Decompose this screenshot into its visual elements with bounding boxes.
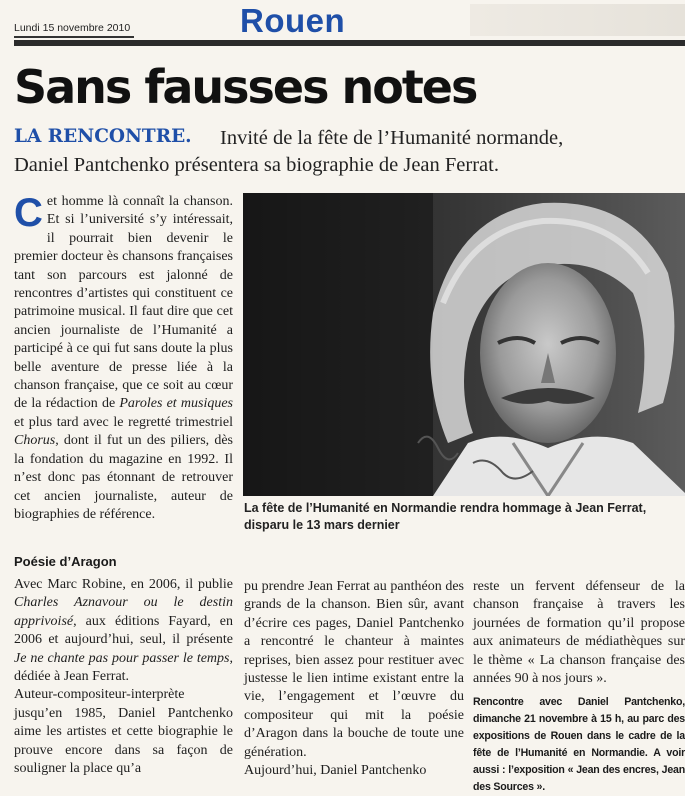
kicker: LA RENCONTRE. <box>14 126 192 147</box>
date-underline <box>14 36 134 38</box>
paragraph-artist: Auteur-compositeur-interprète jusqu’en 1985, Daniel Pantchenko aime les artistes et cette biographie le prouve encore dans sa façon de souligner la place qu’a <box>14 687 233 777</box>
headline: Sans fausses notes <box>14 60 477 114</box>
section-rule <box>14 40 685 46</box>
intro-text-c: , dont il fut un des piliers, dès la fondation du magazine en 1992. Il n’est donc pas étonnant de retrouver cet ancien journaliste, auteur de biographies de référence. <box>14 433 233 522</box>
drop-cap: C <box>14 191 43 235</box>
paragraph-books <box>14 576 233 686</box>
event-info <box>473 694 685 796</box>
deck-line-2: Daniel Pantchenko présentera sa biographie de Jean Ferrat. <box>14 154 499 176</box>
books-text-c: , dédiée à Jean Ferrat. <box>14 650 233 685</box>
subheading: Poésie d’Aragon <box>14 554 117 569</box>
issue-date: Lundi 15 novembre 2010 <box>14 22 131 34</box>
book-title-aznavour: Charles Aznavour ou le destin apprivoisé <box>14 595 233 629</box>
books-text-a: Avec Marc Robine, en 2006, il publie <box>14 577 233 592</box>
book-title-ferrat: Je ne chante pas pour passer le temps <box>14 650 230 666</box>
books-text-b: , aux éditions Fayard, en 2006 et aujourd’hui, seul, il présente <box>14 613 233 648</box>
article-photo <box>243 193 685 496</box>
intro-title-chorus: Chorus <box>14 433 56 449</box>
event-info-b: A voir aussi : l’exposition « Jean des encres, Jean des Sources ». <box>473 747 685 794</box>
column-2 <box>244 578 464 780</box>
intro-text-a: et homme là connaît la chanson. Et si l’université s’y intéressait, il pourrait bien devenir le premier docteur ès chansons françaises tant son parcours est jalonné de rencontres d’artistes qui constituent ce patrimoine musical. Il faut dire que cet ancien journaliste de l’Humanité a participé à ce qui fut sans doute la plus belle aventure de presse liée à la chanson française, que ce soit au cœur de la rédaction de <box>14 194 233 412</box>
paragraph-training: reste un fervent défenseur de la chanson française à travers les journées de formation qu’il propose aux animateurs de médiathèques sur le thème « La chanson française des années 90 à nos jours ». <box>473 579 685 687</box>
column-1-bottom <box>14 576 233 778</box>
intro-title-paroles: Paroles et musiques <box>119 396 233 412</box>
intro-text-b: et plus tard avec le regretté trimestriel <box>14 414 233 430</box>
paragraph-pantheon: pu prendre Jean Ferrat au panthéon des grands de la chanson. Bien sûr, avant d’écrire ces pages, Daniel Pantchenko a rencontré le chanteur à maintes reprises, bien assez pour restituer avec justesse le lien intime existant entre la vie, l’engagement et l’œuvre du compositeur qui mit la poésie d’Aragon dans la bouche de toute une génération. <box>244 579 464 760</box>
section-title: Rouen <box>240 2 346 39</box>
column-3 <box>473 578 685 796</box>
adjacent-page-bleed <box>470 4 685 36</box>
intro-paragraph <box>14 193 233 524</box>
event-info-a: Rencontre avec Daniel Pantchenko, dimanche 21 novembre à 15 h, au parc des expositions de Rouen dans le cadre de la fête de l’Humanité en Normandie. <box>473 696 685 760</box>
deck-line-1: Invité de la fête de l’Humanité normande, <box>220 127 564 149</box>
paragraph-today: Aujourd’hui, Daniel Pantchenko <box>244 763 427 779</box>
portrait-image <box>243 193 685 496</box>
photo-caption: La fête de l’Humanité en Normandie rendra hommage à Jean Ferrat, disparu le 13 mars dernier <box>244 501 647 532</box>
